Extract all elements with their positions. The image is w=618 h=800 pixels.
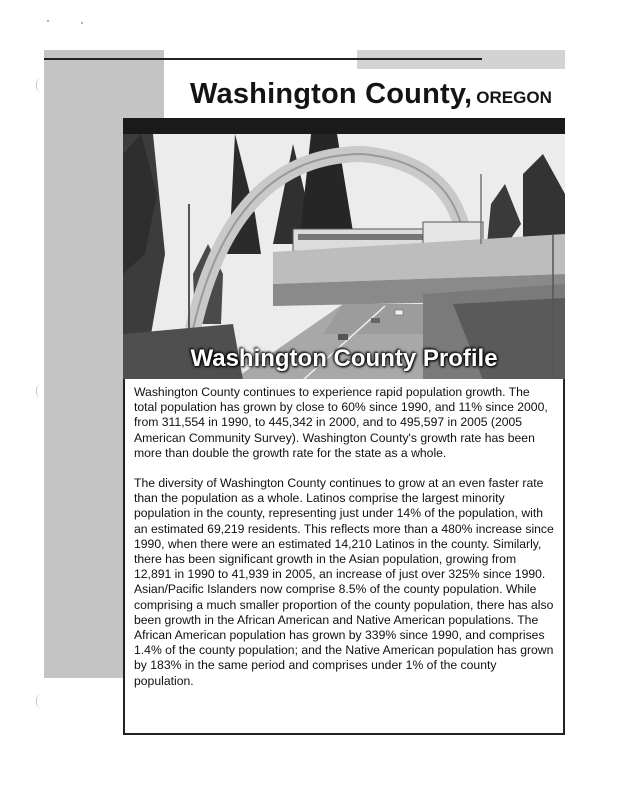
title-underline-bar: [123, 118, 565, 134]
photo-caption: Washington County Profile: [190, 345, 498, 372]
paragraph-population-growth: Washington County continues to experience rapid population growth. The total population has grown by close to 60% since 1990, and 11% since 2000, from 311,554 in 1990, to 445,342 in 2000, and to 495,597 in 2005 (2005 American Community Survey). Washington County's growth rate has been more than double the growth rate for the state as a whole.: [134, 385, 548, 460]
scan-speck: [47, 20, 49, 22]
paragraph-diversity: The diversity of Washington County continues to grow at an even faster rate than the population as a whole. Latinos comprise the largest minority population in the county, representing just under 14% of the population, with an estimated 69,219 residents. This reflects more than a 480% increase since 1990, when there were an estimated 14,210 Latinos in the county. Similarly, there has been significant growth in the Asian population, growing from 12,891 in 1990 to 41,939 in 2005, an increase of just over 325% since 1990. Asian/Pacific Islanders now comprise 8.5% of the county population. While comprising a much smaller proportion of the county population, there has also been growth in the African American and Native American populations. The African American population has grown by 339% since 1990, and comprises 1.4% of the county population; and the Native American population has grown by 183% in the same period and comprises under 1% of the county population.: [134, 476, 554, 688]
page-title: [190, 78, 552, 111]
page-title-main: Washington County,: [190, 78, 473, 110]
page-title-state: OREGON: [476, 88, 552, 107]
binder-mark: [36, 694, 47, 708]
scan-speck: [81, 22, 83, 24]
bridge-photo: [123, 134, 565, 380]
bridge-photo-illustration: [123, 134, 565, 380]
top-rule: [44, 58, 482, 60]
profile-text-box: [123, 379, 565, 735]
